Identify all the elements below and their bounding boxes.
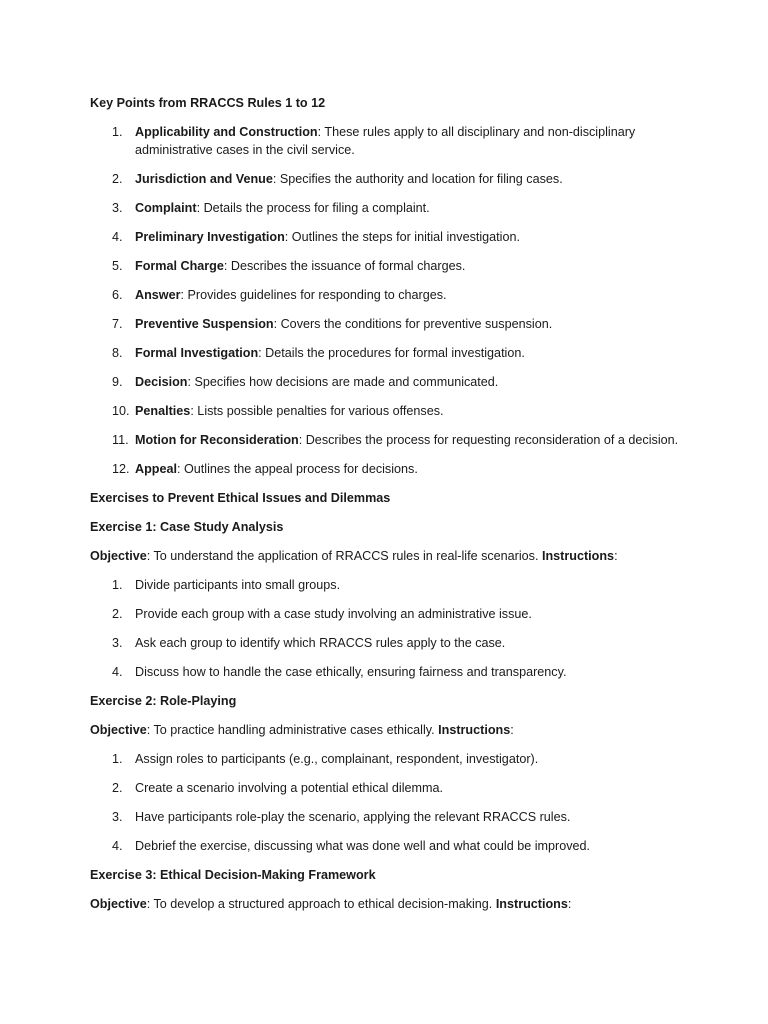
list-term: Complaint <box>135 201 197 215</box>
list-term: Penalties <box>135 404 191 418</box>
objective-text: : To develop a structured approach to ethical decision-making. <box>146 897 496 911</box>
list-number: 12. <box>112 462 130 476</box>
list-item <box>90 576 700 594</box>
list-item <box>90 663 700 681</box>
exercise-3-objective <box>90 895 700 913</box>
list-text: : Describes the issuance of formal charges. <box>223 259 466 273</box>
exercise-2-title: Exercise 2: Role-Playing <box>90 694 237 708</box>
list-text: Assign roles to participants (e.g., complainant, respondent, investigator). <box>135 752 539 766</box>
list-text: Provide each group with a case study involving an administrative issue. <box>135 607 532 621</box>
list-item <box>90 837 700 855</box>
list-text: Ask each group to identify which RRACCS rules apply to the case. <box>135 636 506 650</box>
exercise-1-title: Exercise 1: Case Study Analysis <box>90 520 284 534</box>
list-text: Debrief the exercise, discussing what was done well and what could be improved. <box>135 839 591 853</box>
instructions-label: Instructions <box>495 897 568 911</box>
list-item <box>90 808 700 826</box>
list-item <box>90 373 700 391</box>
list-text: : These rules apply to all disciplinary and non-disciplinary administrative cases in the civil service. <box>135 125 636 157</box>
exercise-1-steps <box>90 576 700 681</box>
list-text: : Covers the conditions for preventive suspension. <box>273 317 553 331</box>
instructions-label: Instructions <box>541 549 615 563</box>
list-number: 7. <box>112 317 123 331</box>
list-text: Have participants role-play the scenario, applying the relevant RRACCS rules. <box>135 810 571 824</box>
list-number: 2. <box>112 781 123 795</box>
exercises-heading: Exercises to Prevent Ethical Issues and Dilemmas <box>90 491 391 505</box>
list-text: : Details the process for filing a complaint. <box>196 201 430 215</box>
list-term: Preventive Suspension <box>135 317 274 331</box>
list-text: Create a scenario involving a potential ethical dilemma. <box>135 781 444 795</box>
instructions-colon: : <box>567 897 572 911</box>
list-item <box>90 123 700 159</box>
list-number: 1. <box>112 578 123 592</box>
list-number: 8. <box>112 346 123 360</box>
objective-label: Objective <box>90 549 147 563</box>
list-item <box>90 779 700 797</box>
list-item <box>90 257 700 275</box>
objective-label: Objective <box>90 723 147 737</box>
list-item <box>90 402 700 420</box>
list-item <box>90 315 700 333</box>
instructions-label: Instructions <box>438 723 511 737</box>
list-text: : Lists possible penalties for various offenses. <box>190 404 444 418</box>
list-number: 11. <box>112 433 129 447</box>
list-number: 1. <box>112 752 123 766</box>
list-text: Divide participants into small groups. <box>135 578 341 592</box>
exercise-1-objective <box>90 547 700 565</box>
list-number: 5. <box>112 259 123 273</box>
exercise-3-title: Exercise 3: Ethical Decision-Making Framework <box>90 868 376 882</box>
list-item <box>90 199 700 217</box>
list-number: 6. <box>112 288 123 302</box>
list-number: 1. <box>112 125 123 139</box>
list-number: 3. <box>112 810 123 824</box>
list-term: Applicability and Construction <box>135 125 318 139</box>
list-item <box>90 605 700 623</box>
list-item <box>90 170 700 188</box>
key-points-list <box>90 123 700 478</box>
objective-text: : To practice handling administrative cases ethically. <box>146 723 439 737</box>
list-item <box>90 344 700 362</box>
list-number: 10. <box>112 404 130 418</box>
list-number: 2. <box>112 607 123 621</box>
list-item <box>90 286 700 304</box>
list-text: : Describes the process for requesting reconsideration of a decision. <box>298 433 679 447</box>
list-item <box>90 431 700 449</box>
document-page <box>90 94 700 924</box>
list-text: : Provides guidelines for responding to charges. <box>180 288 447 302</box>
list-term: Decision <box>135 375 188 389</box>
list-number: 9. <box>112 375 123 389</box>
list-text: : Specifies how decisions are made and communicated. <box>187 375 499 389</box>
list-item <box>90 228 700 246</box>
list-text: Discuss how to handle the case ethically, ensuring fairness and transparency. <box>135 665 567 679</box>
list-text: : Outlines the appeal process for decisions. <box>177 462 418 476</box>
instructions-colon: : <box>614 549 618 563</box>
list-term: Appeal <box>135 462 177 476</box>
list-text: : Details the procedures for formal investigation. <box>258 346 525 360</box>
list-item <box>90 460 700 478</box>
list-term: Preliminary Investigation <box>135 230 285 244</box>
list-number: 4. <box>112 230 123 244</box>
exercise-2-steps <box>90 750 700 855</box>
list-term: Motion for Reconsideration <box>135 433 299 447</box>
instructions-colon: : <box>510 723 514 737</box>
list-text: : Specifies the authority and location for filing cases. <box>272 172 563 186</box>
list-number: 4. <box>112 839 123 853</box>
list-term: Formal Investigation <box>135 346 259 360</box>
list-item <box>90 634 700 652</box>
list-number: 3. <box>112 636 123 650</box>
objective-text: : To understand the application of RRACCS rules in real-life scenarios. <box>146 549 542 563</box>
list-number: 4. <box>112 665 123 679</box>
objective-label: Objective <box>90 897 147 911</box>
list-number: 3. <box>112 201 123 215</box>
key-points-heading: Key Points from RRACCS Rules 1 to 12 <box>90 96 326 110</box>
list-number: 2. <box>112 172 123 186</box>
list-item <box>90 750 700 768</box>
list-text: : Outlines the steps for initial investigation. <box>284 230 520 244</box>
list-term: Jurisdiction and Venue <box>135 172 273 186</box>
list-term: Formal Charge <box>135 259 224 273</box>
exercise-2-objective <box>90 721 700 739</box>
list-term: Answer <box>135 288 181 302</box>
